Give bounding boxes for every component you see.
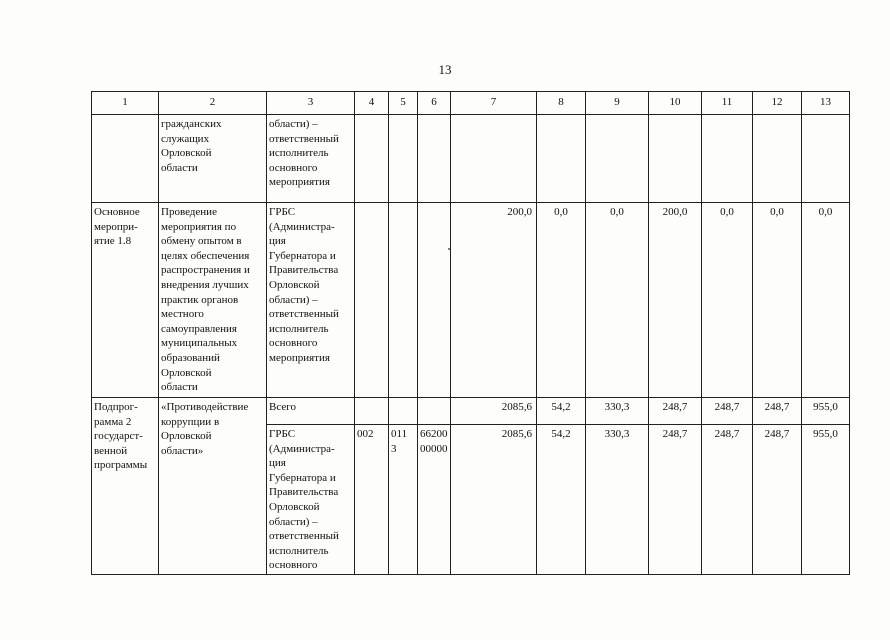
budget-table	[91, 91, 850, 575]
column-header: 12	[753, 92, 802, 115]
table-cell: Проведение мероприятия по обмену опытом в целях обеспечения распространения и внедрения лучших практик органов местного самоуправления муниципальных образований Орловской области	[159, 203, 267, 398]
table-cell	[451, 115, 537, 203]
table-cell	[418, 203, 451, 398]
column-header: 4	[355, 92, 389, 115]
table-cell: ГРБС (Администра- ция Губернатора и Правительства Орловской области) – ответственный исполнитель основного мероприятия	[267, 203, 355, 398]
table-cell: 200,0	[649, 203, 702, 398]
table-cell	[753, 115, 802, 203]
table-cell: 248,7	[649, 425, 702, 575]
table-cell	[389, 115, 418, 203]
table-cell	[389, 203, 418, 398]
table-cell: 0,0	[586, 203, 649, 398]
column-header: 9	[586, 92, 649, 115]
table-cell: Подпрог- рамма 2 государст- венной программы	[92, 398, 159, 575]
table-cell: 248,7	[753, 398, 802, 425]
table-cell: 002	[355, 425, 389, 575]
table-row	[92, 203, 850, 398]
table-cell: 200,0	[451, 203, 537, 398]
table-cell	[355, 398, 389, 425]
table-cell: 0,0	[753, 203, 802, 398]
column-header: 13	[802, 92, 850, 115]
column-header: 8	[537, 92, 586, 115]
column-header: 3	[267, 92, 355, 115]
table-cell	[418, 398, 451, 425]
table-cell	[389, 398, 418, 425]
table-cell	[586, 115, 649, 203]
column-header: 10	[649, 92, 702, 115]
column-header: 11	[702, 92, 753, 115]
column-header: 5	[389, 92, 418, 115]
table-cell: 54,2	[537, 398, 586, 425]
table-cell	[418, 115, 451, 203]
table-cell: 248,7	[702, 425, 753, 575]
table-cell: 330,3	[586, 398, 649, 425]
table-cell: 955,0	[802, 398, 850, 425]
table-cell: ГРБС (Администра- ция Губернатора и Правительства Орловской области) – ответственный исполнитель основного	[267, 425, 355, 575]
page-number: 13	[438, 62, 452, 77]
table-cell	[537, 115, 586, 203]
header-row	[92, 92, 850, 115]
table-cell: 0,0	[802, 203, 850, 398]
column-header: 2	[159, 92, 267, 115]
table-cell: 0,0	[537, 203, 586, 398]
table-cell: гражданских служащих Орловской области	[159, 115, 267, 203]
scan-speck	[448, 248, 450, 250]
table-cell: 66200 00000	[418, 425, 451, 575]
table-cell: Всего	[267, 398, 355, 425]
table-cell: 955,0	[802, 425, 850, 575]
table-cell	[702, 115, 753, 203]
table-cell	[92, 115, 159, 203]
table-cell: 248,7	[702, 398, 753, 425]
table-cell: 54,2	[537, 425, 586, 575]
table-cell: 248,7	[753, 425, 802, 575]
column-header: 1	[92, 92, 159, 115]
table-cell: 248,7	[649, 398, 702, 425]
table-cell	[802, 115, 850, 203]
table-cell: области) – ответственный исполнитель основного мероприятия	[267, 115, 355, 203]
table-cell: 011 3	[389, 425, 418, 575]
table-cell: 2085,6	[451, 425, 537, 575]
column-header: 7	[451, 92, 537, 115]
table-row	[92, 115, 850, 203]
table-cell: Основное меропри- ятие 1.8	[92, 203, 159, 398]
table-cell	[355, 203, 389, 398]
table-cell: 0,0	[702, 203, 753, 398]
column-header: 6	[418, 92, 451, 115]
table-cell	[355, 115, 389, 203]
table-cell: 2085,6	[451, 398, 537, 425]
table-row	[92, 398, 850, 425]
table-cell: 330,3	[586, 425, 649, 575]
table-cell	[649, 115, 702, 203]
table-cell: «Противодействие коррупции в Орловской области»	[159, 398, 267, 575]
